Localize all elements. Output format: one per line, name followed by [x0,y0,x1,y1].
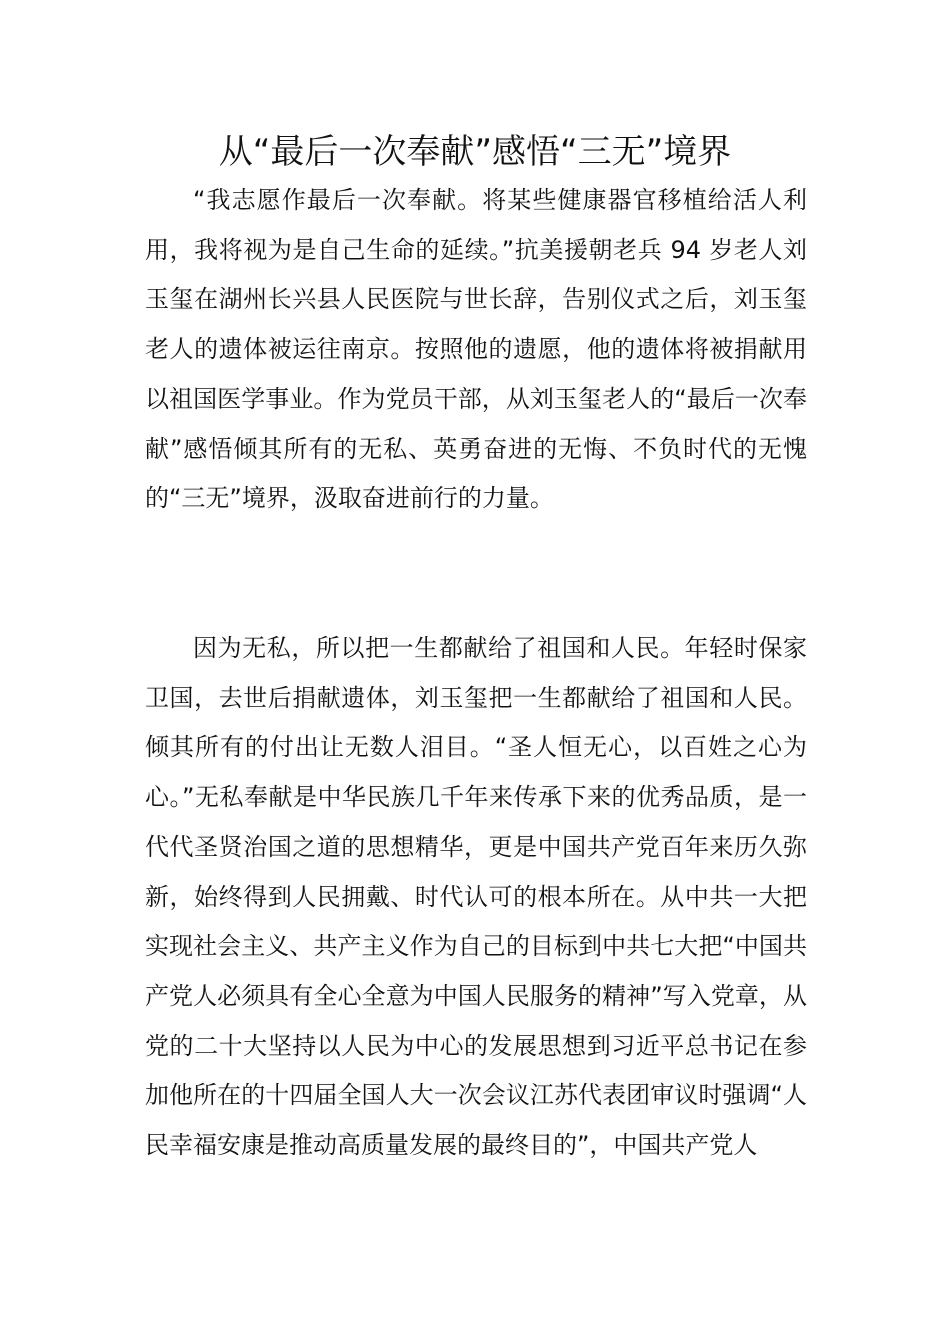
paragraph-selflessness: 因为无私，所以把一生都献给了祖国和人民。年轻时保家卫国，去世后捐献遗体，刘玉玺把一生都献给了祖国和人民。倾其所有的付出让无数人泪目。“圣人恒无心，以百姓之心为心。”无私奉献是中华民族几千年来传承下来的优秀品质，是一代代圣贤治国之道的思想精华，更是中国共产党百年来历久弥新，始终得到人民拥戴、时代认可的根本所在。从中共一大把实现社会主义、共产主义作为自己的目标到中共七大把“中国共产党人必须具有全心全意为中国人民服务的精神”写入党章，从党的二十大坚持以人民为中心的发展思想到习近平总书记在参加他所在的十四届全国人大一次会议江苏代表团审议时强调“人民幸福安康是推动高质量发展的最终目的”，中国共产党人 [145,634,807,1160]
document-title: 从“最后一次奉献”感悟“三无”境界 [218,132,732,172]
paragraph-intro: “我志愿作最后一次奉献。将某些健康器官移植给活人利用，我将视为是自己生命的延续。”抗美援朝老兵 94 岁老人刘玉玺在湖州长兴县人民医院与世长辞，告别仪式之后，刘玉玺老人的遗体被运往南京。按照他的遗愿，他的遗体将被捐献用以祖国医学事业。作为党员干部，从刘玉玺老人的“最后一次奉献”感悟倾其所有的无私、英勇奋进的无悔、不负时代的无愧的“三无”境界，汲取奋进前行的力量。 [145,186,807,513]
